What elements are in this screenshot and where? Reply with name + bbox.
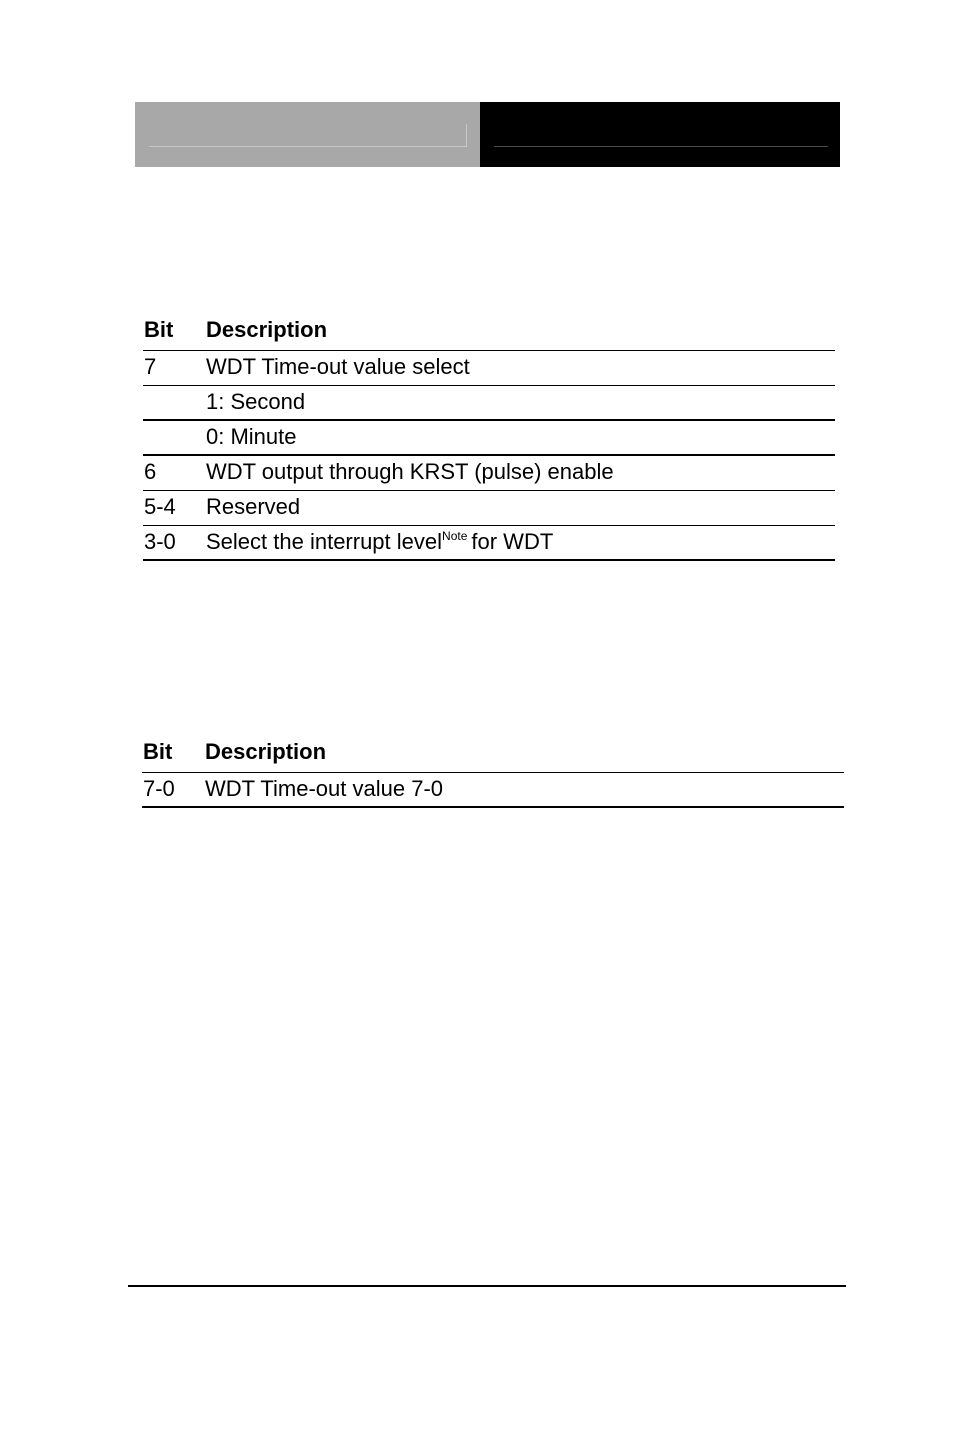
column-header-description: Description — [206, 317, 328, 342]
table-header — [142, 738, 844, 773]
bit-cell: 3-0 — [144, 529, 176, 554]
header-left-rule — [149, 146, 467, 147]
table-header — [143, 316, 835, 351]
header-bar-left — [135, 102, 480, 167]
description-cell: WDT output through KRST (pulse) enable — [206, 459, 614, 484]
bit-cell: 6 — [144, 459, 157, 484]
table-row — [143, 421, 835, 456]
description-cell: 1: Second — [206, 389, 306, 414]
table-row — [143, 526, 835, 561]
description-cell: WDT Time-out value 7-0 — [205, 776, 444, 801]
column-header-bit: Bit — [143, 739, 173, 764]
bit-cell: 7 — [144, 354, 157, 379]
header-bar-right — [480, 102, 840, 167]
bit-cell: 7-0 — [143, 776, 175, 801]
description-suffix: for WDT — [471, 529, 554, 554]
bit-cell: 5-4 — [144, 494, 176, 519]
table-row — [142, 773, 844, 808]
footer-rule — [128, 1285, 846, 1287]
description-text: Select the interrupt level — [206, 529, 443, 554]
table-row — [143, 386, 835, 421]
header-right-rule — [494, 146, 828, 147]
description-cell: WDT Time-out value select — [206, 354, 470, 379]
note-superscript: Note — [442, 529, 468, 543]
description-cell: 0: Minute — [206, 424, 297, 449]
table-row — [143, 351, 835, 386]
header-left-tick — [466, 124, 467, 147]
column-header-bit: Bit — [144, 317, 174, 342]
description-cell: Reserved — [206, 494, 301, 519]
register-value-table — [142, 738, 844, 808]
register-bit-table — [143, 316, 835, 561]
column-header-description: Description — [205, 739, 327, 764]
description-cell — [206, 529, 553, 555]
table-row — [143, 456, 835, 491]
table-row — [143, 491, 835, 526]
